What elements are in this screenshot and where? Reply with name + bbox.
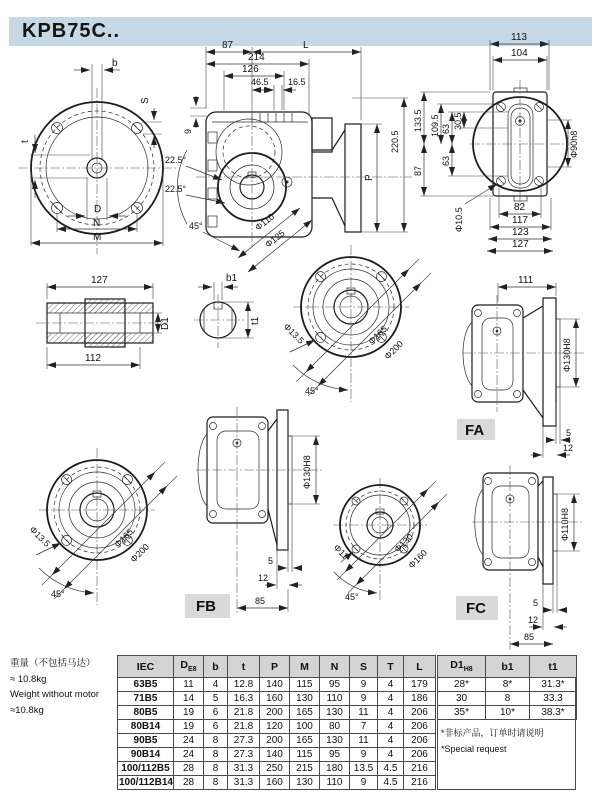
table-row (438, 706, 577, 720)
table-cell: 28 (174, 776, 204, 790)
special-request-note (438, 720, 575, 762)
table-cell: 8 (204, 734, 228, 748)
dim-label: 63 (441, 155, 451, 166)
table-cell: 10* (486, 706, 530, 720)
table-cell: 200 (260, 706, 290, 720)
table-cell: 8* (486, 678, 530, 692)
dim-label: D1 (160, 317, 171, 330)
table-cell: 14 (174, 692, 204, 706)
table-cell: 35* (438, 706, 486, 720)
column-header: $D_{E8}$ (174, 656, 204, 678)
table-cell: 27.3 (228, 748, 260, 762)
view-side (165, 40, 412, 272)
table-row (118, 720, 436, 734)
view-rear (413, 32, 579, 251)
table-cell: 206 (404, 720, 436, 734)
table-cell: 216 (404, 762, 436, 776)
weight-note (10, 656, 120, 719)
table-cell: 33.3 (530, 692, 577, 706)
table-cell: 31.3 (228, 776, 260, 790)
dim-label: Φ165 (366, 323, 390, 347)
table-cell: 8 (486, 692, 530, 706)
dim-label: 12 (258, 573, 269, 583)
dim-label: 104 (511, 48, 528, 59)
dim-label: 82 (514, 202, 526, 213)
view-fb (185, 407, 322, 618)
dim-label: Φ110 (253, 211, 277, 233)
table-cell: 206 (404, 706, 436, 720)
table-row (118, 734, 436, 748)
view-hollow-shaft (36, 275, 171, 369)
table-cell: 28 (174, 762, 204, 776)
dim-label: 85 (255, 596, 266, 606)
view-front-flange (18, 58, 176, 254)
dim-label: t1 (250, 316, 261, 325)
table-cell: 4 (378, 692, 404, 706)
dim-label: 22.5° (165, 184, 187, 194)
dim-label: D (94, 204, 102, 215)
dim-label: Φ165 (112, 526, 136, 550)
dim-label: 5 (268, 556, 274, 566)
weight-line-en: Weight without motor (10, 689, 100, 701)
column-header: b1 (486, 656, 530, 678)
column-header: $D1_{H8}$ (438, 656, 486, 678)
dim-label: Φ10.5 (454, 207, 464, 232)
table-row (118, 692, 436, 706)
column-header: N (320, 656, 350, 678)
dim-label: 12 (563, 443, 574, 453)
column-header: IEC (118, 656, 174, 678)
weight-value-en: ≈10.8kg (10, 705, 44, 717)
table-cell: 160 (260, 692, 290, 706)
table-cell: 24 (174, 748, 204, 762)
table-cell: 38.3* (530, 706, 577, 720)
dim-label: Φ200 (382, 338, 406, 362)
table-cell: 179 (404, 678, 436, 692)
table-cell: 4 (378, 678, 404, 692)
dim-label: b1 (226, 273, 238, 284)
dim-label: 16.5 (288, 77, 306, 87)
dim-label: 112 (85, 353, 101, 364)
table-cell: 27.3 (228, 734, 260, 748)
dim-label: 45° (345, 592, 359, 602)
table-cell: 206 (404, 748, 436, 762)
table-cell: 9 (350, 692, 378, 706)
table-cell: 140 (260, 748, 290, 762)
version-label-fc: FC (466, 600, 486, 617)
dim-label: t (20, 140, 31, 143)
dim-label: 45° (305, 386, 319, 396)
table-row (118, 776, 436, 790)
table-row (118, 748, 436, 762)
column-header: t1 (530, 656, 577, 678)
dim-label: 109.5 (430, 114, 440, 137)
table-cell: 4 (204, 678, 228, 692)
dim-label: 22.5° (165, 155, 187, 165)
dim-label: 5 (533, 598, 539, 608)
table-cell: 6 (204, 720, 228, 734)
table-cell: 80B14 (118, 720, 174, 734)
dim-label: 45° (51, 589, 65, 599)
dim-label: 5 (566, 428, 572, 438)
dim-label: 127 (512, 239, 529, 250)
dim-label: Φ11 (331, 542, 351, 562)
version-label-fb: FB (196, 598, 216, 615)
dim-label: Φ200 (128, 541, 152, 565)
table-cell: 12.8 (228, 678, 260, 692)
dim-label: Φ130H8 (562, 338, 572, 372)
table-cell: 11 (350, 706, 378, 720)
table-cell: 160 (260, 776, 290, 790)
table-cell: 21.8 (228, 720, 260, 734)
table-cell: 95 (320, 678, 350, 692)
view-flange-b14 (332, 478, 447, 602)
table-cell: 95 (320, 748, 350, 762)
dim-label: 220.5 (390, 130, 400, 153)
table-cell: 80B5 (118, 706, 174, 720)
table-cell: 5 (204, 692, 228, 706)
table-cell: 30 (438, 692, 486, 706)
technical-drawing (0, 32, 600, 652)
shaft-options-panel (437, 655, 576, 790)
note-en: *Special request (441, 744, 507, 755)
table-cell: 9 (350, 678, 378, 692)
table-cell: 16.3 (228, 692, 260, 706)
table-cell: 130 (290, 776, 320, 790)
dim-label: 133.5 (413, 109, 423, 132)
column-header: S (350, 656, 378, 678)
dim-label: M (93, 232, 102, 243)
table-cell: 90B14 (118, 748, 174, 762)
dim-label: N (93, 218, 101, 229)
dim-label: 126 (242, 64, 259, 75)
view-flange-b5 (282, 245, 431, 402)
table-cell: 130 (290, 692, 320, 706)
table-cell: 28* (438, 678, 486, 692)
table-cell: 120 (260, 720, 290, 734)
title-banner (9, 17, 592, 46)
dim-label: 87 (222, 40, 234, 51)
table-cell: 11 (350, 734, 378, 748)
dim-label: 87 (413, 165, 423, 176)
table-cell: 216 (404, 776, 436, 790)
table-cell: 100/112B5 (118, 762, 174, 776)
column-header: P (260, 656, 290, 678)
table-cell: 100 (290, 720, 320, 734)
dim-label: b (112, 58, 118, 69)
table-cell: 165 (290, 734, 320, 748)
table-cell: 130 (320, 734, 350, 748)
dim-label: Φ130 (392, 531, 416, 555)
table-row (118, 762, 436, 776)
table-cell: 4 (378, 720, 404, 734)
table-cell: 206 (404, 734, 436, 748)
table-cell: 215 (290, 762, 320, 776)
column-header: M (290, 656, 320, 678)
table-row (118, 678, 436, 692)
table-cell: 6 (204, 706, 228, 720)
dim-label: 45° (189, 221, 203, 231)
table-cell: 115 (290, 748, 320, 762)
iec-dimensions-table (117, 655, 436, 790)
table-cell: 4 (378, 706, 404, 720)
table-row (438, 678, 577, 692)
dim-label: 127 (91, 275, 108, 286)
column-header: t (228, 656, 260, 678)
table-cell: 8 (204, 748, 228, 762)
table-cell: 100/112B14 (119, 777, 173, 788)
dim-label: 113 (511, 32, 527, 43)
dim-label: Φ110H8 (560, 507, 570, 541)
table-cell: 140 (260, 678, 290, 692)
table-cell: 19 (174, 720, 204, 734)
column-header: b (204, 656, 228, 678)
table-cell: 130 (320, 706, 350, 720)
table-cell: 31.3* (530, 678, 577, 692)
view-bore-section (194, 273, 261, 348)
dim-label: S (140, 97, 151, 104)
table-cell: 90B5 (118, 734, 174, 748)
view-fa (457, 275, 586, 458)
table-cell: 186 (404, 692, 436, 706)
table-cell: 13.5 (350, 762, 378, 776)
table-cell: 110 (320, 776, 350, 790)
table-cell: 200 (260, 734, 290, 748)
table-cell: 21.8 (228, 706, 260, 720)
dim-label: 123 (512, 227, 529, 238)
column-header: T (378, 656, 404, 678)
table-cell: 110 (320, 692, 350, 706)
table-cell: 8 (204, 776, 228, 790)
page-title: KPB75C.. (22, 20, 121, 42)
table-cell: 180 (320, 762, 350, 776)
view-flange-b5-2 (28, 448, 177, 605)
table-cell: 4 (378, 734, 404, 748)
dim-label: 9 (183, 128, 193, 134)
dim-label: 30.5 (453, 112, 463, 130)
dim-label: 12 (528, 615, 539, 625)
table-cell: 63B5 (118, 678, 174, 692)
dim-label: 85 (524, 632, 535, 642)
dim-label: Φ13.5 (27, 524, 53, 549)
dim-label: Φ130H8 (302, 455, 312, 489)
note-cn: *非标产品，订单时请说明 (441, 728, 544, 738)
weight-line-cn: 重量（不包括马达） (10, 658, 96, 669)
dim-label: P (364, 174, 375, 181)
table-cell: 8 (204, 762, 228, 776)
table-cell: 4.5 (378, 776, 404, 790)
dim-label: 111 (518, 275, 534, 286)
table-cell: 80 (320, 720, 350, 734)
dim-label: Φ160 (406, 547, 430, 571)
table-row (438, 692, 577, 706)
table-cell: 11 (174, 678, 204, 692)
dim-label: 117 (512, 215, 528, 226)
table-cell: 115 (290, 678, 320, 692)
table-cell: 250 (260, 762, 290, 776)
table-cell: 165 (290, 706, 320, 720)
table-cell: 4.5 (378, 762, 404, 776)
column-header: L (404, 656, 436, 678)
table-cell: 9 (350, 748, 378, 762)
table-cell: 31.3 (228, 762, 260, 776)
view-fc (456, 465, 584, 650)
weight-value-cn: ≈ 10.8kg (10, 673, 47, 685)
shaft-dimensions-table (437, 655, 577, 720)
table-row (118, 706, 436, 720)
table-cell: 71B5 (118, 692, 174, 706)
dim-label: Φ125 (263, 228, 287, 250)
table-cell: 9 (350, 776, 378, 790)
dim-label: Φ90h8 (569, 130, 579, 158)
table-cell: 7 (350, 720, 378, 734)
dim-label: 214 (248, 52, 265, 63)
table-cell: 24 (174, 734, 204, 748)
table-cell: 4 (378, 748, 404, 762)
dim-label: L (303, 40, 309, 51)
version-label-fa: FA (465, 422, 485, 439)
dim-label: Φ13.5 (281, 321, 307, 346)
dim-label: 46.5 (251, 77, 269, 87)
dim-label: 63 (441, 123, 451, 134)
table-cell: 19 (174, 706, 204, 720)
